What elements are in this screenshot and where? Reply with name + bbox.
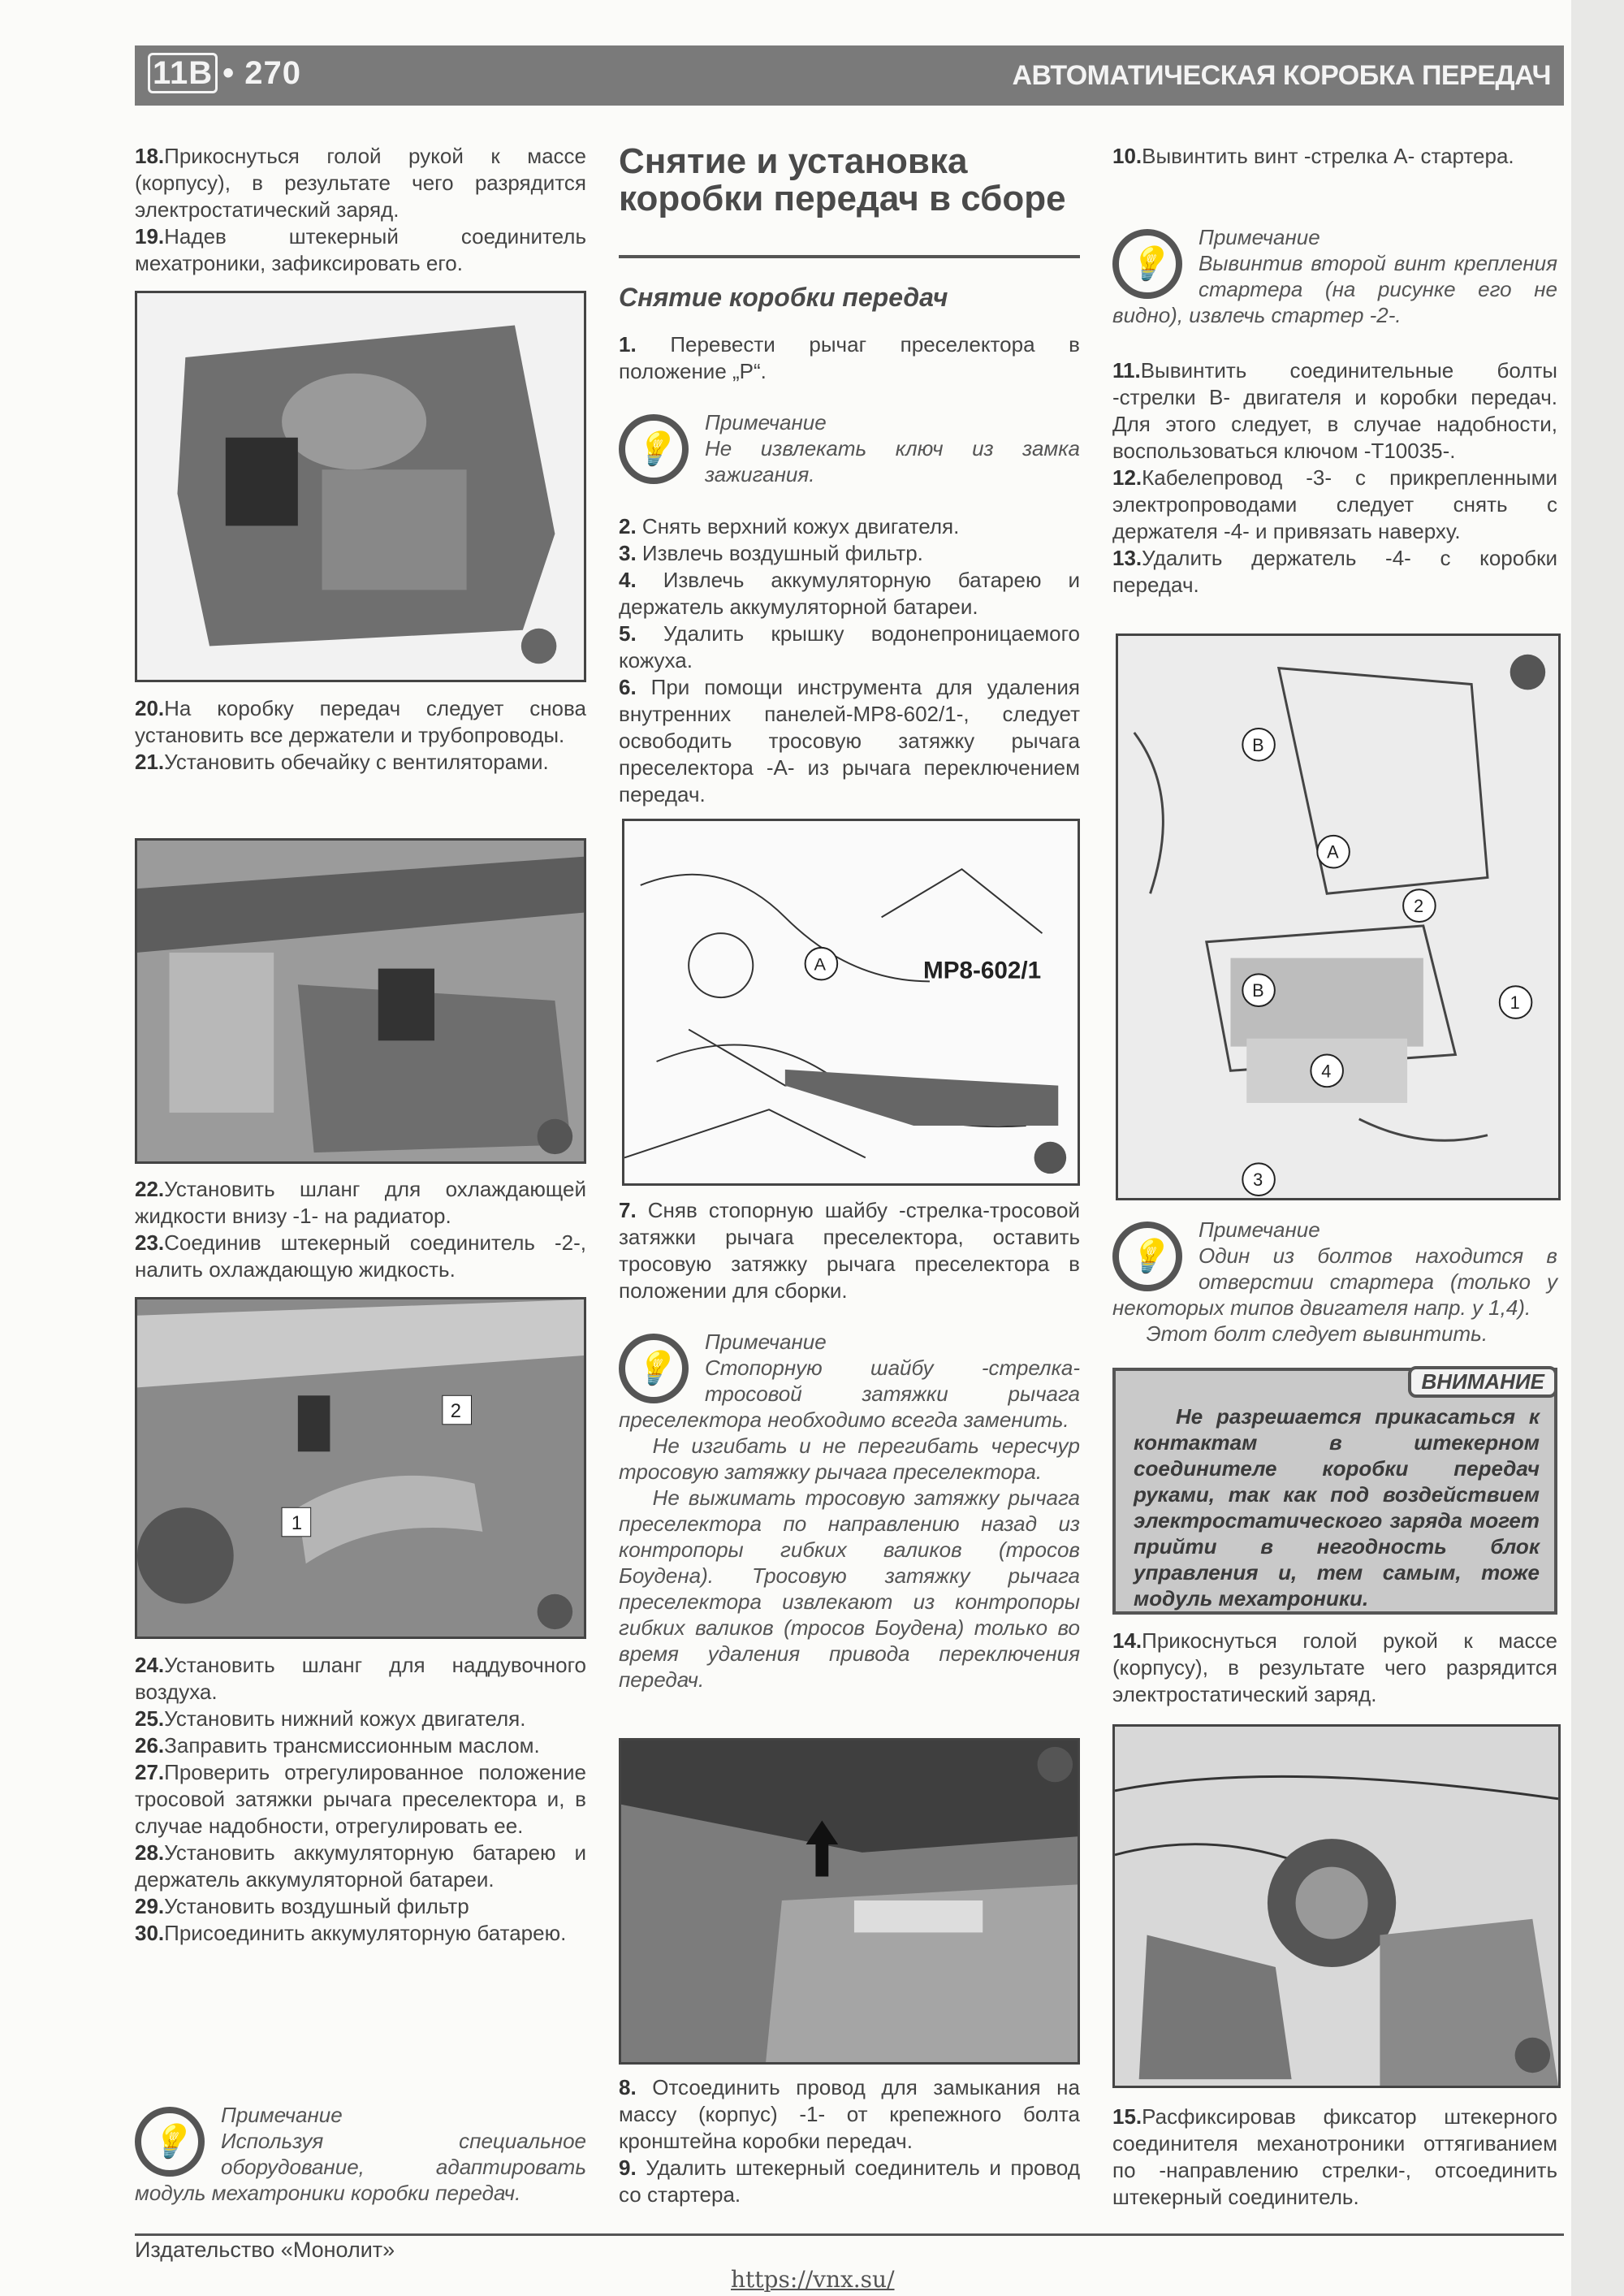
svg-text:2: 2 — [1413, 896, 1424, 917]
section-title: Снятие и установка коробки передач в сборе — [619, 141, 1066, 218]
step-4: 4. Извлечь аккумуляторную батарею и держатель аккумуляторной батареи. — [619, 568, 1080, 619]
lightbulb-icon: 💡 — [619, 1334, 689, 1403]
step-5: 5. Удалить крышку водонепроницаемого кожуха. — [619, 621, 1080, 672]
svg-text:1: 1 — [1510, 992, 1520, 1014]
step-23: 23.Соединив штекерный соединитель -2-, налить охлаждающую жидкость. — [135, 1230, 586, 1282]
svg-text:B: B — [1252, 734, 1264, 755]
source-link[interactable]: https://vnx.su/ — [731, 2266, 895, 2293]
figure-ground-wire — [619, 1738, 1080, 2065]
svg-text:B: B — [1252, 980, 1264, 1001]
step-28: 28.Установить аккумуляторную батарею и держатель аккумуляторной батареи. — [135, 1840, 586, 1892]
callout-a: A — [814, 953, 827, 975]
page-edge — [1571, 0, 1624, 2296]
svg-text:A: A — [1327, 841, 1339, 863]
steps-20-21 — [135, 695, 586, 776]
steps-11-13 — [1112, 357, 1557, 599]
figure-starter — [1116, 633, 1561, 1200]
step-18: 18.Прикоснуться голой рукой к массе (корпусу), в результате чего разрядится электростатический заряд. — [135, 144, 586, 222]
step-25: 25.Установить нижний кожух двигателя. — [135, 1706, 526, 1731]
step-27: 27.Проверить отрегулированное положение тросовой затяжки рычага преселектора и, в случае надобности, отрегулировать ее. — [135, 1760, 586, 1838]
warning-text: Не разрешается прикасаться к контактам в штекерном соединителе коробки передач руками, так как под воздействием электростатического заряда могет прийти в негодность блок управления и, тем самым, тоже модуль мехатроники. — [1134, 1404, 1540, 1611]
figure-coolant-hose — [135, 1297, 586, 1639]
step-15: 15.Расфиксировав фиксатор штекерного соединителя механотроники оттягиванием по -направлению стрелки-, отсоединить штекерный соединитель. — [1112, 2104, 1557, 2209]
step-3: 3. Извлечь воздушный фильтр. — [619, 541, 923, 565]
step-26: 26.Заправить трансмиссионным маслом. — [135, 1733, 540, 1758]
step-30: 30.Присоединить аккумуляторную батарею. — [135, 1921, 567, 1945]
publisher: Издательство «Монолит» — [135, 2238, 395, 2262]
chapter-title: АВТОМАТИЧЕСКАЯ КОРОБКА ПЕРЕДАЧ — [1012, 60, 1551, 91]
step-14: 14.Прикоснуться голой рукой к массе (корпусу), в результате чего разрядится электростатический заряд. — [1112, 1628, 1557, 1706]
warning-label: ВНИМАНИЕ — [1408, 1366, 1557, 1398]
step-2: 2. Снять верхний кожух двигателя. — [619, 514, 960, 538]
figure-mechatronics-unit — [135, 291, 586, 682]
note-starter: 💡 Примечание Вывинтив второй винт крепления стартера (на рисунке его не видно), извлечь стартер -2-. — [1112, 225, 1557, 327]
step-8: 8. Отсоединить провод для замыкания на массу (корпус) -1- от крепежного болта кронштейна коробки передач. — [619, 2075, 1080, 2153]
title-rule — [619, 255, 1080, 258]
steps-2-6 — [619, 513, 1080, 808]
tool-label: MP8-602/1 — [923, 957, 1042, 984]
step-21: 21.Установить обечайку с вентиляторами. — [135, 750, 549, 774]
step-7: 7. Сняв стопорную шайбу -стрелка-тросовой затяжки рычага преселектора, оставить тросовую затяжку рычага преселектора в положении для сборки. — [619, 1198, 1080, 1303]
steps-24-30 — [135, 1652, 586, 1947]
svg-text:4: 4 — [1321, 1061, 1332, 1082]
step-20: 20.На коробку передач следует снова установить все держатели и трубопроводы. — [135, 696, 586, 747]
note-bolt: 💡 Примечание Один из болтов находится в отверстии стартера (только у некоторых типов двигателя напр. у 1,4). Этот болт следует вывинтить. — [1112, 1217, 1557, 1346]
step-1: 1. Перевести рычаг преселектора в положение „P“. — [619, 332, 1080, 383]
page-header — [135, 45, 1564, 106]
step-6: 6. При помощи инструмента для удаления внутренних панелей-MP8-602/1-, следует освободить тросовую затяжку рычага преселектора -А- из рычага переключением передач. — [619, 675, 1080, 806]
page-number: • 270 — [222, 55, 302, 91]
step-29: 29.Установить воздушный фильтр — [135, 1894, 469, 1918]
figure-fan-shroud — [135, 838, 586, 1164]
callout-2: 2 — [450, 1400, 462, 1422]
lightbulb-icon: 💡 — [1112, 1222, 1182, 1291]
lightbulb-icon: 💡 — [135, 2107, 205, 2177]
note-lock-washer: 💡 Примечание Стопорную шайбу -стрелка- тросовой затяжки рычага преселектора необходимо всегда заменить. Не изгибать и не перегибать чересчур тросовую затяжку рычага преселектора. Не выжимать тросовую затяжку рычага преселектора по направлению назад из контропоры гибких валиков (тросов Боудена). Тросовую затяжку рычага преселектора извлекают из контропоры гибких валиков (тросов Боудена) только во время удаления привода переключения передач. — [619, 1330, 1080, 1692]
note-ignition-key: 💡 Примечание Не извлекать ключ из замка зажигания. — [619, 409, 1080, 487]
steps-8-9 — [619, 2074, 1080, 2208]
step-11: 11.Вывинтить соединительные болты -стрелки В- двигателя и коробки передач. Для этого следует, в случае надобности, воспользоваться ключом -T10035-. — [1112, 358, 1557, 463]
step-9: 9. Удалить штекерный соединитель и провод со стартера. — [619, 2155, 1080, 2207]
footer-rule — [135, 2233, 1564, 2236]
callout-1: 1 — [291, 1512, 303, 1534]
lightbulb-icon: 💡 — [1112, 229, 1182, 299]
step-10: 10.Вывинтить винт -стрелка А- стартера. — [1112, 144, 1514, 168]
note-adapt-module: 💡 Примечание Используя специальное оборудование, адаптировать модуль мехатроники коробки передач. — [135, 2103, 586, 2205]
figure-connector — [1112, 1724, 1561, 2088]
step-19: 19.Надев штекерный соединитель мехатроники, зафиксировать его. — [135, 224, 586, 275]
step-24: 24.Установить шланг для наддувочного воздуха. — [135, 1653, 586, 1704]
step-13: 13.Удалить держатель -4- с коробки передач. — [1112, 546, 1557, 597]
step-12: 12.Кабелепровод -3- с прикрепленными электропроводами следует снять с держателя -4- и привязать наверху. — [1112, 465, 1557, 543]
warning-box — [1112, 1368, 1557, 1615]
step-22: 22.Установить шланг для охлаждающей жидкости внизу -1- на радиатор. — [135, 1177, 586, 1228]
svg-text:3: 3 — [1253, 1170, 1263, 1191]
steps-18-19 — [135, 143, 586, 277]
figure-tool-diagram — [622, 819, 1080, 1186]
lightbulb-icon: 💡 — [619, 414, 689, 484]
steps-22-23 — [135, 1176, 586, 1283]
section-number: 11B • 270 — [148, 55, 301, 92]
subsection-title: Снятие коробки передач — [619, 283, 948, 312]
